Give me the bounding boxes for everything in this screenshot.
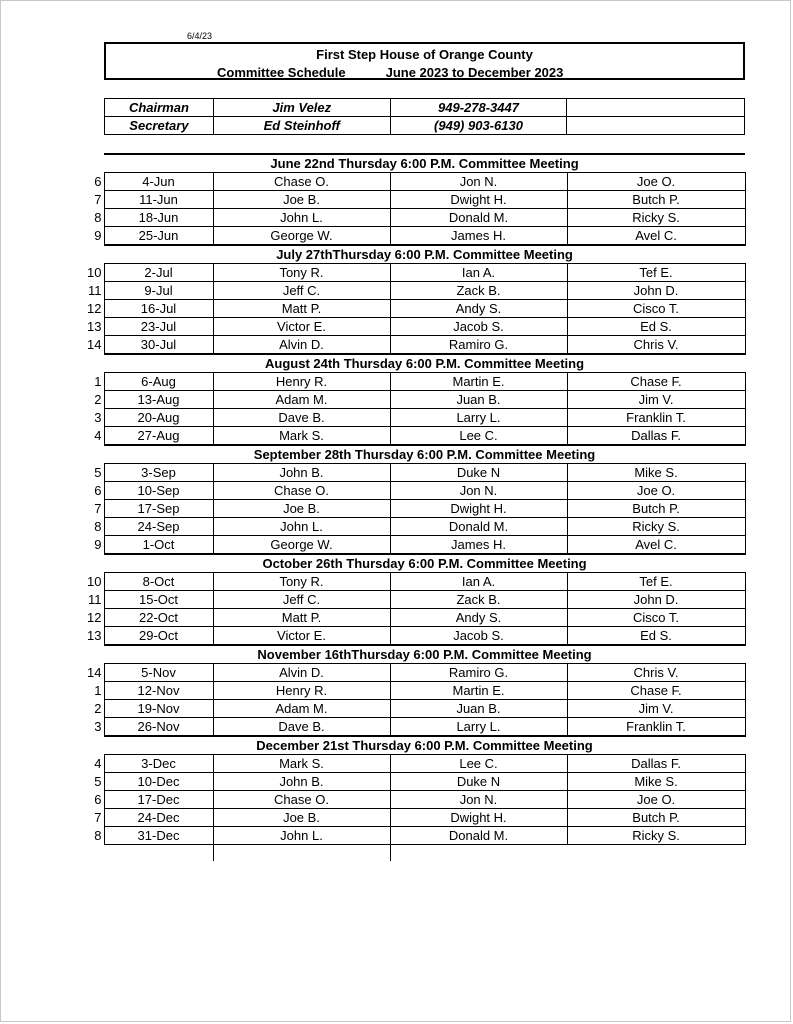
meeting-heading: November 16thThursday 6:00 P.M. Committee Meeting [104,645,745,664]
meeting-heading-row [84,354,745,373]
schedule-row [84,827,745,845]
week-number: 4 [94,428,102,444]
member-2: Ramiro G. [390,336,567,355]
officer-blank-cell [567,99,745,117]
schedule-row [84,573,745,591]
schedule-row [84,409,745,427]
week-date: 10-Sep [104,482,213,500]
member-3: Joe O. [567,791,745,809]
member-1: Victor E. [213,318,390,336]
week-number: 8 [94,828,102,843]
officer-role: Chairman [105,99,214,117]
heading-spacer [84,645,104,664]
week-number: 2 [94,701,102,716]
member-3: Chris V. [567,336,745,355]
week-date: 29-Oct [104,627,213,646]
member-2: Lee C. [390,427,567,446]
member-3: Cisco T. [567,300,745,318]
member-3: Butch P. [567,809,745,827]
member-2: Jon N. [390,173,567,191]
member-1: Henry R. [213,682,390,700]
member-1: John L. [213,518,390,536]
empty-cell [104,845,213,862]
schedule-row [84,755,745,773]
schedule-row [84,791,745,809]
meeting-heading: October 26th Thursday 6:00 P.M. Committee Meeting [104,554,745,573]
week-number: 8 [94,210,102,225]
week-number: 7 [94,192,102,207]
member-2: Martin E. [390,373,567,391]
week-date: 17-Dec [104,791,213,809]
member-1: Chase O. [213,482,390,500]
schedule-row [84,627,745,646]
member-1: Jeff C. [213,282,390,300]
week-date: 19-Nov [104,700,213,718]
member-3: Tef E. [567,573,745,591]
member-2: Donald M. [390,827,567,845]
week-date: 9-Jul [104,282,213,300]
member-2: Lee C. [390,755,567,773]
heading-spacer [84,354,104,373]
week-number: 5 [94,465,102,480]
week-date: 11-Jun [104,191,213,209]
week-date: 3-Sep [104,464,213,482]
schedule-row [84,264,745,282]
member-2: Ian A. [390,573,567,591]
title-box [104,42,745,80]
schedule-row [84,336,745,355]
week-number: 10 [87,574,102,589]
officer-name: Jim Velez [213,99,390,117]
week-number: 14 [87,337,102,353]
member-2: Martin E. [390,682,567,700]
week-date: 4-Jun [104,173,213,191]
member-3: Chase F. [567,682,745,700]
empty-cell [390,845,567,862]
week-date: 22-Oct [104,609,213,627]
member-3: Avel C. [567,536,745,555]
meeting-heading: August 24th Thursday 6:00 P.M. Committee Meeting [104,354,745,373]
week-number: 2 [94,392,102,407]
week-number: 6 [94,174,102,189]
meeting-heading: December 21st Thursday 6:00 P.M. Committee Meeting [104,736,745,755]
heading-spacer [84,445,104,464]
member-1: John B. [213,773,390,791]
week-date: 16-Jul [104,300,213,318]
member-2: Ramiro G. [390,664,567,682]
week-date: 25-Jun [104,227,213,246]
schedule-row [84,373,745,391]
officer-phone: (949) 903-6130 [390,117,567,135]
member-2: Larry L. [390,409,567,427]
member-3: Franklin T. [567,718,745,737]
member-2: James H. [390,536,567,555]
member-3: Jim V. [567,700,745,718]
meeting-heading-row [84,554,745,573]
week-number: 11 [88,592,102,607]
week-date: 12-Nov [104,682,213,700]
member-3: Joe O. [567,173,745,191]
schedule-row [84,427,745,446]
schedule-row [84,482,745,500]
member-3: Ed S. [567,627,745,646]
schedule-row [84,173,745,191]
officer-phone: 949-278-3447 [390,99,567,117]
member-3: Mike S. [567,773,745,791]
schedule-row [84,300,745,318]
week-date: 2-Jul [104,264,213,282]
week-number: 3 [94,719,102,735]
member-1: Matt P. [213,609,390,627]
heading-spacer [84,554,104,573]
schedule-row [84,536,745,555]
heading-spacer [84,245,104,264]
meeting-heading: June 22nd Thursday 6:00 P.M. Committee Meeting [104,154,745,173]
officer-blank-cell [567,117,745,135]
member-2: Juan B. [390,391,567,409]
member-3: Franklin T. [567,409,745,427]
member-1: Chase O. [213,791,390,809]
member-1: Henry R. [213,373,390,391]
member-2: Duke N [390,464,567,482]
week-number: 6 [94,483,102,498]
heading-spacer [84,154,104,173]
print-date: 6/4/23 [187,31,213,41]
member-1: Joe B. [213,500,390,518]
member-2: Zack B. [390,591,567,609]
week-number: 11 [88,283,102,298]
week-number: 8 [94,519,102,534]
schedule-row [84,500,745,518]
member-3: Jim V. [567,391,745,409]
empty-cell [84,845,104,862]
member-2: Andy S. [390,609,567,627]
schedule-row [84,773,745,791]
member-2: Dwight H. [390,191,567,209]
trailing-empty-row [84,845,745,862]
member-2: Zack B. [390,282,567,300]
meeting-heading-row [84,154,745,173]
week-date: 5-Nov [104,664,213,682]
schedule-row [84,718,745,737]
week-number: 4 [94,756,102,771]
schedule-row [84,191,745,209]
meeting-heading-row [84,645,745,664]
member-1: Joe B. [213,191,390,209]
week-date: 26-Nov [104,718,213,737]
week-date: 31-Dec [104,827,213,845]
schedule-row [84,809,745,827]
member-3: John D. [567,591,745,609]
member-1: Dave B. [213,409,390,427]
member-1: Joe B. [213,809,390,827]
member-3: Dallas F. [567,755,745,773]
week-number: 12 [87,610,102,625]
week-number: 1 [94,374,102,389]
member-1: Adam M. [213,700,390,718]
member-1: Chase O. [213,173,390,191]
member-1: Mark S. [213,427,390,446]
member-2: Jon N. [390,791,567,809]
officer-name: Ed Steinhoff [213,117,390,135]
schedule-row [84,209,745,227]
member-3: Butch P. [567,500,745,518]
member-3: Chris V. [567,664,745,682]
member-1: John L. [213,209,390,227]
week-number: 9 [94,537,102,553]
member-3: Mike S. [567,464,745,482]
schedule-row [84,391,745,409]
member-1: John B. [213,464,390,482]
member-3: Ricky S. [567,209,745,227]
member-3: Butch P. [567,191,745,209]
week-number: 13 [87,319,102,334]
week-date: 24-Sep [104,518,213,536]
member-2: Andy S. [390,300,567,318]
schedule-row [84,700,745,718]
week-date: 30-Jul [104,336,213,355]
week-number: 6 [94,792,102,807]
week-number: 13 [87,628,102,644]
schedule-row [84,318,745,336]
schedule-subtitle [217,65,563,80]
member-1: George W. [213,536,390,555]
week-number: 7 [94,810,102,825]
schedule-row [84,227,745,246]
member-1: Tony R. [213,573,390,591]
week-date: 18-Jun [104,209,213,227]
officers-table [104,98,745,135]
member-2: Dwight H. [390,500,567,518]
empty-cell [567,845,745,862]
week-date: 3-Dec [104,755,213,773]
week-number: 14 [87,665,102,680]
member-1: George W. [213,227,390,246]
member-1: Victor E. [213,627,390,646]
member-2: James H. [390,227,567,246]
week-date: 24-Dec [104,809,213,827]
member-2: Larry L. [390,718,567,737]
schedule-row [84,591,745,609]
member-1: Alvin D. [213,664,390,682]
meeting-heading-row [84,445,745,464]
member-1: Tony R. [213,264,390,282]
week-date: 13-Aug [104,391,213,409]
week-date: 17-Sep [104,500,213,518]
schedule-table [84,153,746,861]
member-2: Jon N. [390,482,567,500]
member-2: Donald M. [390,518,567,536]
schedule-row [84,464,745,482]
week-number: 12 [87,301,102,316]
member-3: Dallas F. [567,427,745,446]
officer-row [105,117,745,135]
member-2: Jacob S. [390,318,567,336]
week-number: 1 [94,683,102,698]
week-number: 3 [94,410,102,425]
week-date: 20-Aug [104,409,213,427]
subtitle-text: Committee Schedule [217,65,346,80]
week-date: 6-Aug [104,373,213,391]
heading-spacer [84,736,104,755]
member-2: Ian A. [390,264,567,282]
schedule-row [84,609,745,627]
member-1: Dave B. [213,718,390,737]
week-number: 7 [94,501,102,516]
member-2: Jacob S. [390,627,567,646]
officer-row [105,99,745,117]
schedule-row [84,682,745,700]
officer-role: Secretary [105,117,214,135]
member-3: Tef E. [567,264,745,282]
meeting-heading-row [84,736,745,755]
member-1: Adam M. [213,391,390,409]
member-3: Cisco T. [567,609,745,627]
member-3: Ricky S. [567,827,745,845]
member-3: Chase F. [567,373,745,391]
week-date: 10-Dec [104,773,213,791]
meeting-heading: July 27thThursday 6:00 P.M. Committee Meeting [104,245,745,264]
week-number: 5 [94,774,102,789]
member-2: Duke N [390,773,567,791]
week-date: 8-Oct [104,573,213,591]
member-1: Alvin D. [213,336,390,355]
meeting-heading: September 28th Thursday 6:00 P.M. Committee Meeting [104,445,745,464]
schedule-row [84,518,745,536]
member-3: Joe O. [567,482,745,500]
meeting-heading-row [84,245,745,264]
member-3: Ricky S. [567,518,745,536]
member-1: John L. [213,827,390,845]
schedule-row [84,664,745,682]
member-3: John D. [567,282,745,300]
member-2: Donald M. [390,209,567,227]
empty-cell [213,845,390,862]
organization-name: First Step House of Orange County [316,47,533,62]
member-2: Juan B. [390,700,567,718]
member-3: Avel C. [567,227,745,246]
week-number: 9 [94,228,102,244]
week-date: 1-Oct [104,536,213,555]
week-date: 27-Aug [104,427,213,446]
member-1: Matt P. [213,300,390,318]
member-2: Dwight H. [390,809,567,827]
week-date: 23-Jul [104,318,213,336]
week-date: 15-Oct [104,591,213,609]
date-range: June 2023 to December 2023 [385,65,564,80]
member-3: Ed S. [567,318,745,336]
member-1: Mark S. [213,755,390,773]
member-1: Jeff C. [213,591,390,609]
week-number: 10 [87,265,102,280]
schedule-row [84,282,745,300]
